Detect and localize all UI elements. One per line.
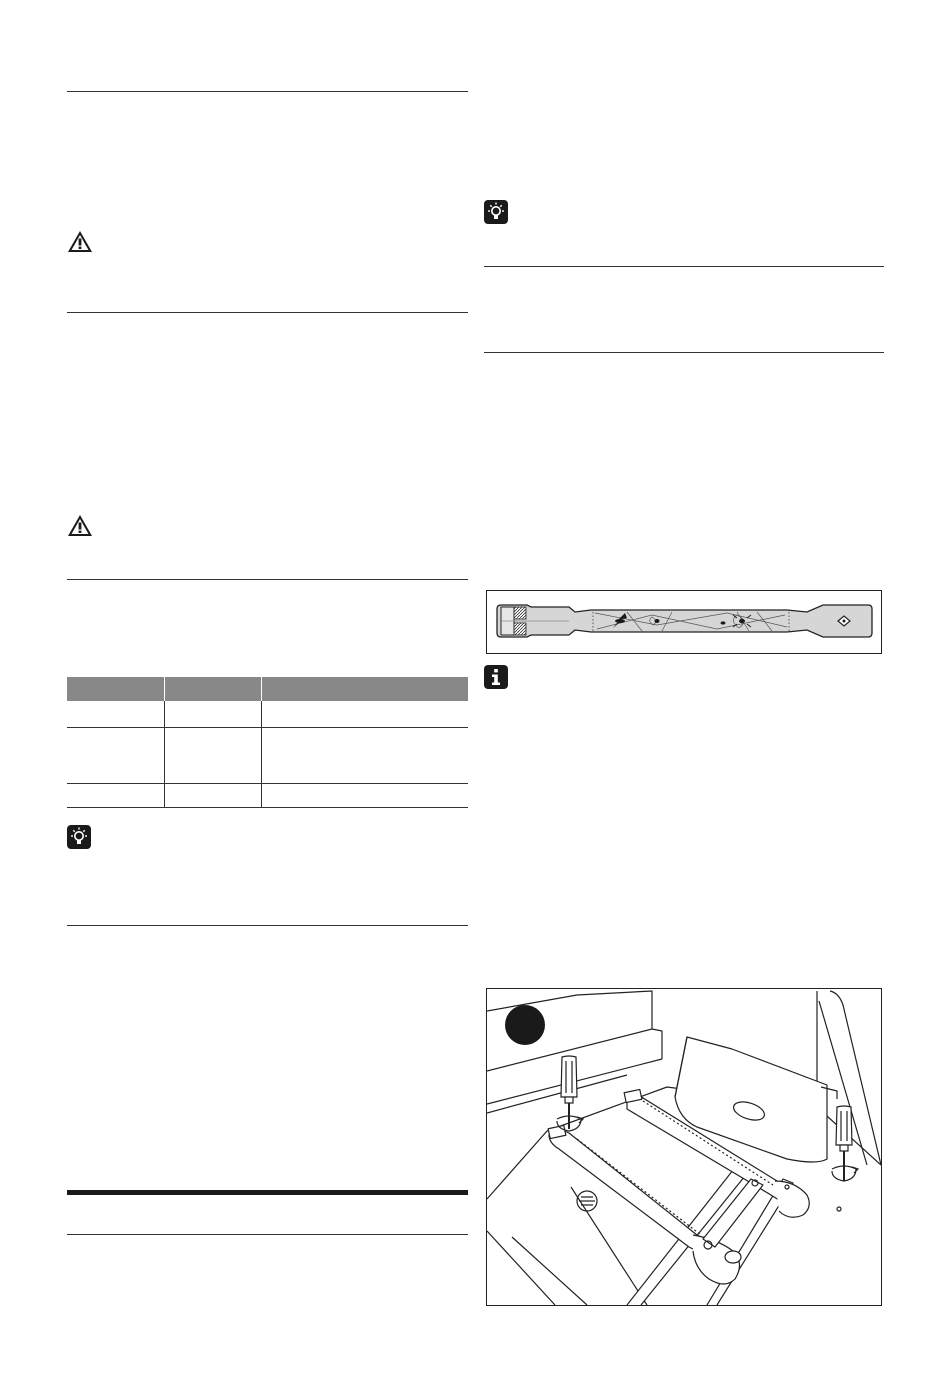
step-number-badge — [505, 1005, 545, 1045]
warning-triangle-icon — [67, 230, 93, 253]
table-header-cell — [164, 677, 261, 701]
table-row — [67, 701, 468, 727]
section-divider — [67, 312, 468, 313]
section-divider — [484, 266, 884, 267]
section-divider — [67, 925, 468, 926]
lightbulb-tip-icon — [67, 825, 91, 849]
table-row — [67, 727, 468, 783]
table-header-cell — [261, 677, 468, 701]
burner-installation-figure — [486, 988, 882, 1306]
table-cell — [164, 701, 261, 727]
table-cell — [67, 727, 164, 783]
table-cell — [261, 727, 468, 783]
info-icon — [484, 665, 508, 689]
section-divider — [484, 352, 884, 353]
table-header-cell — [67, 677, 164, 701]
section-divider — [67, 579, 468, 580]
specification-table — [67, 677, 468, 808]
burner-tube-illustration — [487, 591, 881, 653]
section-divider — [67, 91, 468, 92]
table-cell — [67, 701, 164, 727]
chapter-divider — [67, 1190, 468, 1195]
table-cell — [164, 783, 261, 807]
section-divider — [67, 1234, 468, 1235]
table-cell — [261, 701, 468, 727]
lightbulb-tip-icon — [484, 200, 508, 224]
burner-installation-illustration — [487, 989, 881, 1305]
burner-tube-figure — [486, 590, 882, 654]
warning-triangle-icon — [67, 514, 93, 537]
table-header-row — [67, 677, 468, 701]
table-cell — [164, 727, 261, 783]
table-cell — [261, 783, 468, 807]
table-cell — [67, 783, 164, 807]
table-row — [67, 783, 468, 807]
